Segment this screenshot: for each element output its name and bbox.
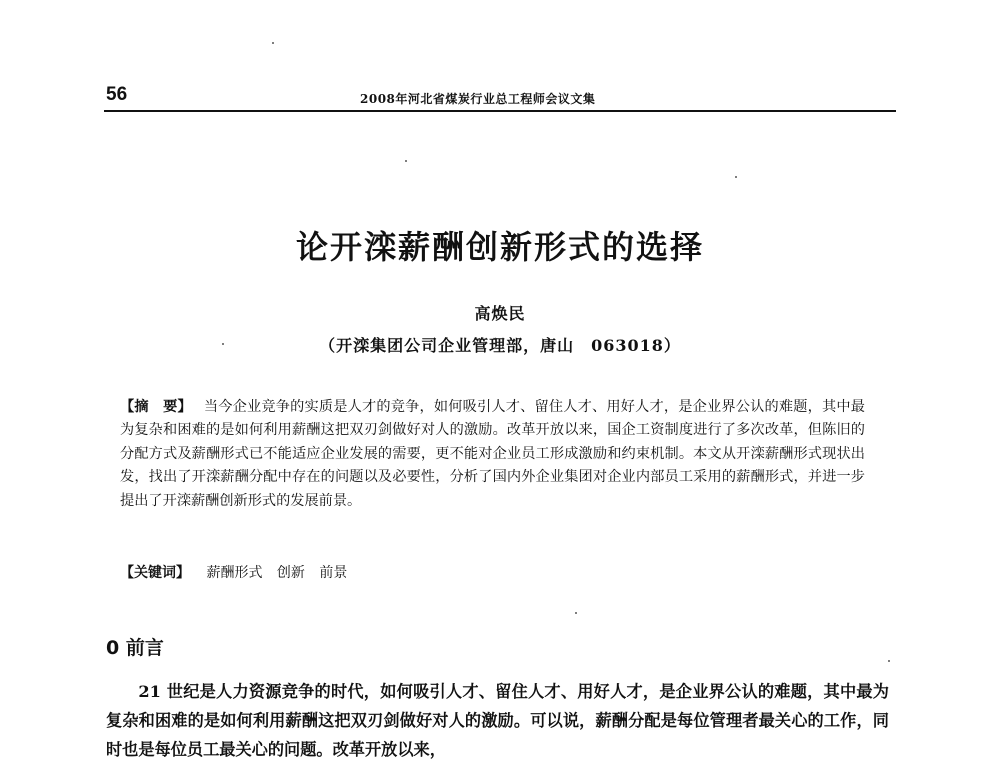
abstract-text: 当今企业竞争的实质是人才的竞争，如何吸引人才、留住人才、用好人才，是企业界公认的难题，其中最为复杂和困难的是如何利用薪酬这把双刃剑做好对人的激励。改革开放以来，国企工资制度进行了多次改革，但陈旧的分配方式及薪酬形式已不能适应企业发展的需要，更不能对企业员工形成激励和约束机制。本文从开滦薪酬形式现状出发，找出了开滦薪酬分配中存在的问题以及必要性，分析了国内外企业集团对企业内部员工采用的薪酬形式，并进一步提出了开滦薪酬创新形式的发展前景。 [120,399,865,509]
keyword: 创新 [276,565,305,581]
keyword: 薪酬形式 [206,565,263,581]
abstract-label: 【摘 要】 [120,399,192,415]
section-heading: 0 前言 [106,637,164,659]
article-title: 论开滦薪酬创新形式的选择 [295,228,704,266]
scan-speck [405,160,407,162]
keywords [120,562,357,582]
body-paragraph: 21 世纪是人力资源竞争的时代，如何吸引人才、留住人才、用好人才，是企业界公认的难题，其中最为复杂和困难的是如何利用薪酬这把双刃剑做好对人的激励。可以说，薪酬分配是每位管理者最关心的工作，同时也是每位员工最关心的问题。改革开放以来， [106,682,889,759]
scan-speck [222,343,224,345]
page-number: 56 [106,84,128,105]
keywords-label: 【关键词】 [120,565,190,581]
header-rule [104,110,896,112]
scan-speck [272,42,274,44]
abstract [120,396,865,513]
scan-speck [575,612,577,614]
keyword: 前景 [319,565,348,581]
running-head: 2008年河北省煤炭行业总工程师会议文集 [360,92,596,106]
scan-speck [735,176,737,178]
scan-speck [888,660,890,662]
author-name: 高焕民 [474,304,526,323]
author-affiliation: （开滦集团公司企业管理部，唐山 063018） [319,336,681,355]
